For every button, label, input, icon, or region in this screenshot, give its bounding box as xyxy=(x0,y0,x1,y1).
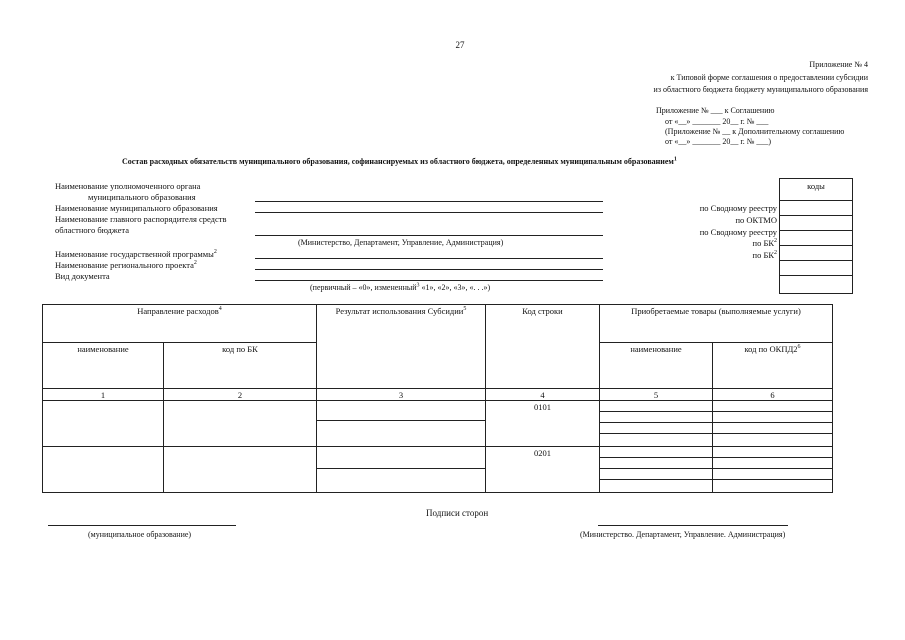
signature-left-caption: (муниципальное образование) xyxy=(88,530,192,539)
state-program-text: Наименование государственной программы xyxy=(55,249,214,259)
header-bk-code: код по БК xyxy=(164,343,317,389)
signature-line-right xyxy=(598,525,788,526)
cell-goods-name-sub[interactable] xyxy=(600,423,712,434)
cell-result-sub[interactable] xyxy=(317,469,485,491)
code-value-summary-registry-2[interactable] xyxy=(780,231,852,246)
header-direction xyxy=(43,305,317,343)
signatures-title: Подписи сторон xyxy=(426,508,489,518)
field-chief-manager-label-2: областного бюджета xyxy=(55,225,130,235)
code-value-doc-type[interactable] xyxy=(780,276,852,291)
header-goods: Приобретаемые товары (выполняемые услуги) xyxy=(600,305,833,343)
cell-okpd-sub[interactable] xyxy=(713,434,832,445)
appendix-line-1: Приложение № 4 xyxy=(809,60,868,69)
codes-box xyxy=(779,178,853,294)
code-label-summary-registry-2: по Сводному реестру xyxy=(699,227,777,237)
col-number-1: 1 xyxy=(43,389,164,401)
table-row xyxy=(43,401,833,447)
code-value-bk-1[interactable] xyxy=(780,246,852,261)
header-direction-fn: 4 xyxy=(218,306,222,313)
cell-goods-name-sub[interactable] xyxy=(600,458,712,469)
code-label-oktmo: по ОКТМО xyxy=(735,215,777,225)
header-goods-name: наименование xyxy=(600,343,713,389)
cell-okpd-sub[interactable] xyxy=(713,458,832,469)
cell-okpd-sub[interactable] xyxy=(713,412,832,423)
doc-type-hint-a: (первичный – «0», измененный xyxy=(310,283,417,292)
header-result-text: Результат использования Субсидии xyxy=(335,306,464,316)
cell-name[interactable] xyxy=(43,447,164,493)
cell-goods-name xyxy=(600,447,713,493)
code-value-summary-registry-1[interactable] xyxy=(780,201,852,216)
field-municipality-label: Наименование муниципального образования xyxy=(55,203,218,213)
field-authorized-body-line xyxy=(255,201,603,202)
code-label-bk-1-fn: 2 xyxy=(774,238,777,245)
header-okpd xyxy=(713,343,833,389)
header-name: наименование xyxy=(43,343,164,389)
code-value-bk-2[interactable] xyxy=(780,261,852,276)
field-chief-manager-hint: (Министерство, Департамент, Управление, Администрация) xyxy=(298,238,504,247)
col-number-4: 4 xyxy=(486,389,600,401)
table-header-row-1 xyxy=(43,305,833,343)
cell-goods-name-sub[interactable] xyxy=(600,434,712,445)
doc-type-hint-b: «1», «2», «3», «. . .») xyxy=(419,283,491,292)
regional-project-fn: 2 xyxy=(193,260,197,267)
agreement-ref-line-2: от «__» _______ 20__ г. № ___ xyxy=(665,117,769,126)
field-municipality-line xyxy=(255,212,603,213)
signature-line-left xyxy=(48,525,236,526)
col-number-6: 6 xyxy=(713,389,833,401)
codes-header: коды xyxy=(780,179,852,201)
field-chief-manager-label-1: Наименование главного распорядителя средств xyxy=(55,214,227,224)
cell-okpd-sub[interactable] xyxy=(713,423,832,434)
field-authorized-body-label-2: муниципального образования xyxy=(88,192,196,202)
cell-result-sub[interactable] xyxy=(317,447,485,469)
cell-goods-name-sub[interactable] xyxy=(600,469,712,480)
cell-bk-code[interactable] xyxy=(164,447,317,493)
code-label-bk-1-text: по БК xyxy=(752,238,774,248)
title-footnote: 1 xyxy=(673,156,677,163)
col-number-3: 3 xyxy=(317,389,486,401)
cell-bk-code[interactable] xyxy=(164,401,317,447)
col-number-5: 5 xyxy=(600,389,713,401)
document-title-text: Состав расходных обязательств муниципального образования, софинансируемых из областного бюджета, определенных муниципальным образованием xyxy=(122,157,674,166)
cell-okpd xyxy=(713,401,833,447)
cell-goods-name-sub[interactable] xyxy=(600,412,712,423)
field-doc-type-hint xyxy=(310,283,490,292)
field-regional-project-line xyxy=(255,269,603,270)
header-result-fn: 5 xyxy=(463,306,467,313)
column-numbers-row xyxy=(43,389,833,401)
regional-project-text: Наименование регионального проекта xyxy=(55,260,194,270)
page-number: 27 xyxy=(455,40,465,50)
code-label-bk-2-text: по БК xyxy=(752,250,774,260)
cell-result-sub[interactable] xyxy=(317,401,485,421)
code-label-summary-registry-1: по Сводному реестру xyxy=(699,203,777,213)
cell-goods-name xyxy=(600,401,713,447)
code-value-oktmo[interactable] xyxy=(780,216,852,231)
field-chief-manager-line xyxy=(255,235,603,236)
header-line-code: Код строки xyxy=(486,305,600,389)
code-label-bk-2-fn: 2 xyxy=(774,250,777,257)
field-authorized-body-label-1: Наименование уполномоченного органа xyxy=(55,181,201,191)
cell-okpd-sub[interactable] xyxy=(713,480,832,491)
agreement-ref-line-1: Приложение № ___ к Соглашению xyxy=(656,106,775,115)
appendix-line-2: к Типовой форме соглашения о предоставлении субсидии xyxy=(670,73,868,82)
cell-line-code: 0201 xyxy=(486,447,600,493)
doc-type-hint-fn: 3 xyxy=(416,282,420,289)
obligations-table xyxy=(42,304,833,493)
document-title xyxy=(122,157,677,166)
field-regional-project-label xyxy=(55,260,197,270)
cell-goods-name-sub[interactable] xyxy=(600,480,712,491)
header-okpd-text: код по ОКПД2 xyxy=(744,344,798,354)
cell-okpd-sub[interactable] xyxy=(713,469,832,480)
agreement-ref-line-4: от «__» _______ 20__ г. № ___) xyxy=(665,137,772,146)
cell-goods-name-sub[interactable] xyxy=(600,447,712,458)
cell-result-sub[interactable] xyxy=(317,421,485,445)
code-label-bk-2 xyxy=(753,250,777,260)
cell-okpd xyxy=(713,447,833,493)
cell-result xyxy=(317,447,486,493)
cell-okpd-sub[interactable] xyxy=(713,401,832,412)
cell-goods-name-sub[interactable] xyxy=(600,401,712,412)
col-number-2: 2 xyxy=(164,389,317,401)
signature-right-caption: (Министерство. Департамент, Управление. Администрация) xyxy=(580,530,786,539)
cell-name[interactable] xyxy=(43,401,164,447)
header-direction-text: Направление расходов xyxy=(137,306,219,316)
field-doc-type-label: Вид документа xyxy=(55,271,110,281)
appendix-line-3: из областного бюджета бюджету муниципального образования xyxy=(653,85,868,94)
state-program-fn: 2 xyxy=(213,249,217,256)
cell-line-code: 0101 xyxy=(486,401,600,447)
agreement-ref-line-3: (Приложение № __ к Дополнительному соглашению xyxy=(665,127,845,136)
table-row xyxy=(43,447,833,493)
cell-result xyxy=(317,401,486,447)
header-result xyxy=(317,305,486,389)
field-doc-type-line xyxy=(255,280,603,281)
field-state-program-label xyxy=(55,249,217,259)
code-label-bk-1 xyxy=(753,238,777,248)
field-state-program-line xyxy=(255,258,603,259)
header-okpd-fn: 6 xyxy=(797,344,801,351)
cell-okpd-sub[interactable] xyxy=(713,447,832,458)
